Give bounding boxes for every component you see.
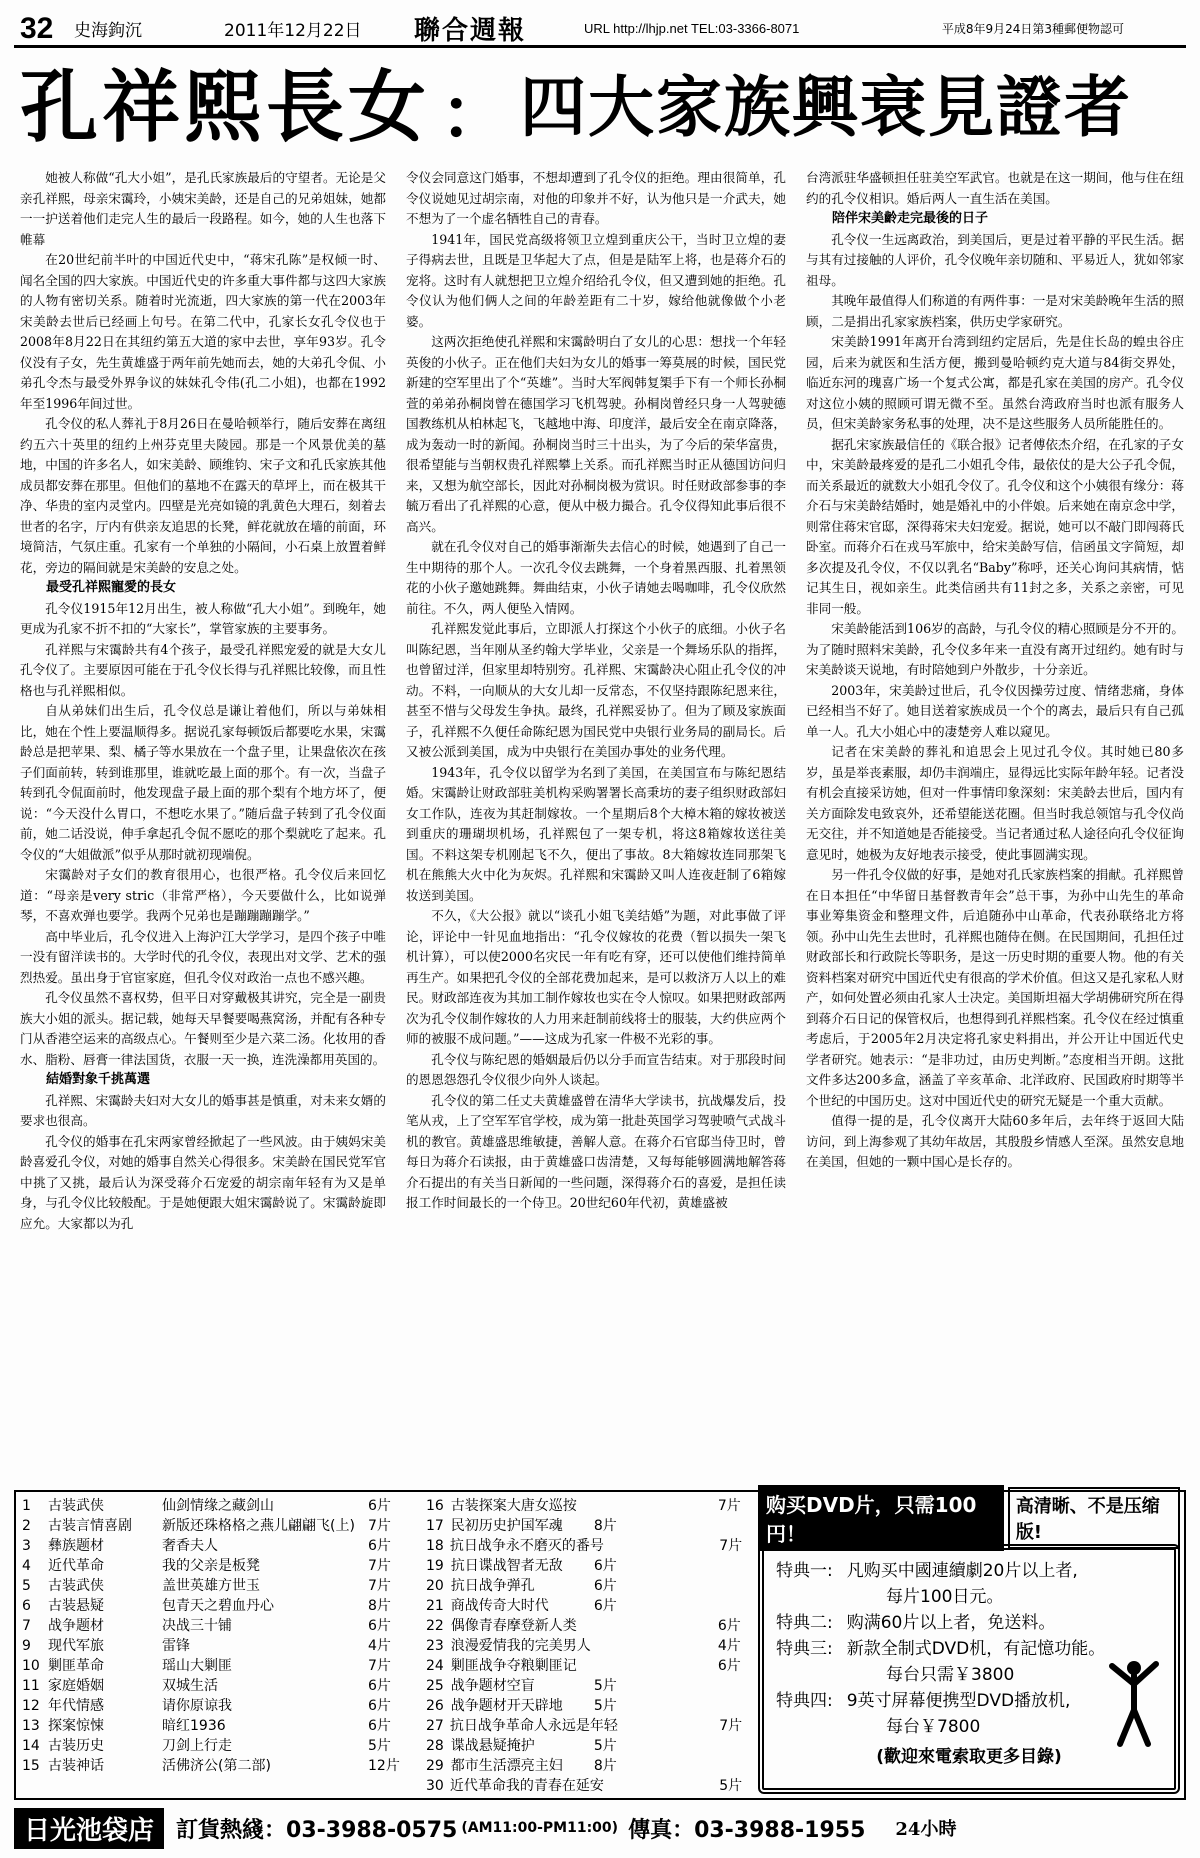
drama-list-item <box>426 1496 756 1516</box>
drama-genre: 家庭婚姻 <box>48 1678 104 1694</box>
drama-genre: 偶像青春摩登新人类 <box>450 1618 577 1634</box>
shop-name: 日光池袋店 <box>14 1808 164 1849</box>
drama-list-item <box>22 1716 414 1736</box>
drama-genre: 近代革命我的青春在延安 <box>449 1778 604 1794</box>
drama-number: 7 <box>22 1618 31 1634</box>
paragraph: 孔令仪的私人葬礼于8月26日在曼哈顿举行，随后安葬在离纽约五六十英里的纽约上州芬克里夫陵园。那是一个风景优美的墓地，中国的许多名人，如宋美龄、顾维钧、宋子文和孔氏家族其他成员都安葬在那里。但他们的墓地不在露天的草坪上，而在极其干净、华贵的室内灵堂内。四壁是光亮如镜的乳黄色大理石，刻着去世者的名字，厅内有供亲友追思的长凳，鲜花就放在墙的前面，环境简洁，气氛庄重。孔家有一个单独的小隔间，小石桌上放置着鲜花，旁边的隔间就是宋美龄的安息之处。 <box>20 416 386 575</box>
drama-discs: 6片 <box>368 1498 391 1514</box>
paragraph: 1943年，孔令仪以留学为名到了美国，在美国宣布与陈纪恩结婚。宋霭龄让财政部驻美机构采购署署长高秉坊的妻子组织财政部妇女工作队，连夜为其赶制嫁妆。一个星期后8个大樟木箱的嫁妆被送到重庆的珊瑚坝机场，孔祥熙包了一架专机，将这8箱嫁妆送往美国。不料这架专机刚起飞不久，便出了事故。8大箱嫁妆连同那架飞机在熊熊大火中化为灰烬。孔祥熙和宋霭龄又叫人连夜赶制了6箱嫁妆送到美国。 <box>406 764 786 903</box>
drama-number: 27 <box>426 1718 444 1734</box>
quality-note: 高清晰、不是压缩版! <box>1008 1487 1180 1549</box>
drama-title: 我的父亲是板凳 <box>162 1558 260 1574</box>
drama-title: 5片 <box>593 1738 617 1754</box>
drama-genre: 谍战悬疑掩护 <box>450 1738 535 1754</box>
drama-genre: 民初历史护国军魂 <box>450 1518 563 1534</box>
paragraph: 她被人称做“孔大小姐”，是孔氏家族最后的守望者。无论是父亲孔祥熙，母亲宋霭玲，小姨宋美龄，还是自己的兄弟姐妹，她都一一护送着他们走完人生的最后一段路程。如今，她的人生也落下帷幕 <box>20 170 386 247</box>
drama-number: 30 <box>426 1778 444 1794</box>
drama-number: 3 <box>22 1538 31 1554</box>
drama-title: 奢香夫人 <box>162 1538 218 1554</box>
drama-number: 9 <box>22 1638 31 1654</box>
drama-list-item <box>22 1676 414 1696</box>
drama-list-item <box>426 1676 756 1696</box>
drama-list-right <box>426 1496 756 1796</box>
offer-label: 特典四: <box>776 1691 833 1711</box>
drama-discs: 6片 <box>717 1618 741 1634</box>
drama-genre: 古装探案大唐女巡按 <box>450 1498 577 1514</box>
drama-list-item <box>426 1516 756 1536</box>
page-number: 32 <box>20 11 54 45</box>
drama-discs: 6片 <box>368 1618 391 1634</box>
drama-number: 24 <box>426 1658 444 1674</box>
paragraph: 孔祥熙与宋霭龄共有4个孩子，最受孔祥熙宠爱的就是大女儿孔令仪了。主要原因可能在于孔令仪长得与孔祥熙比较像，而且性格也与孔祥熙相似。 <box>20 641 386 698</box>
paragraph: 孔祥熙、宋霭龄夫妇对大女儿的婚事甚是慎重，对未来女婿的要求也很高。 <box>20 1092 386 1128</box>
offer-text: 新款全制式DVD机，有記憶功能。 <box>846 1639 1106 1659</box>
headline <box>20 58 1180 158</box>
drama-discs <box>718 1736 756 1756</box>
drama-title: 包青天之碧血丹心 <box>162 1598 274 1614</box>
hours-24: 24小時 <box>895 1819 957 1840</box>
drama-list-item <box>22 1656 414 1676</box>
issue-date: 2011年12月22日 <box>224 21 362 41</box>
paragraph: 宋美龄能活到106岁的高龄，与孔令仪的精心照顾是分不开的。为了随时照料宋美龄，孔令仪多年来一直没有离开过纽约。她有时与宋美龄谈天说地，有时陪她到户外散步，十分亲近。 <box>806 621 1184 677</box>
drama-number: 22 <box>426 1618 444 1634</box>
dvd-offer-box <box>758 1493 1180 1794</box>
drama-list-item <box>22 1516 414 1536</box>
drama-title: 暗红1936 <box>162 1718 226 1734</box>
drama-genre: 抗日战争永不磨灭的番号 <box>449 1538 604 1554</box>
offer-text: 每台只需￥3800 <box>886 1665 1015 1685</box>
drama-discs: 8片 <box>368 1598 391 1614</box>
drama-genre: 古装武侠 <box>48 1498 104 1514</box>
drama-discs <box>718 1516 756 1536</box>
drama-number: 25 <box>426 1678 444 1694</box>
paragraph: 孔令仪与陈纪恩的婚姻最后仍以分手而宣告结束。对于那段时间的恩恩怨怨孔令仪很少向外人谈起。 <box>406 1051 786 1087</box>
drama-list-item <box>22 1536 414 1556</box>
article-column-1 <box>20 168 386 1480</box>
drama-number: 4 <box>22 1558 31 1574</box>
drama-discs: 7片 <box>368 1658 391 1674</box>
drama-genre: 古装历史 <box>48 1738 104 1754</box>
offer-line <box>776 1584 1162 1610</box>
drama-title: 双城生活 <box>162 1678 218 1694</box>
fax-number: 傳真：03-3988-1955 <box>628 1817 866 1843</box>
drama-genre: 剿匪革命 <box>48 1658 104 1674</box>
drama-number: 1 <box>22 1498 31 1514</box>
drama-list-item <box>426 1756 756 1776</box>
drama-number: 2 <box>22 1518 31 1534</box>
paragraph: 另一件孔令仪做的好事，是她对孔氏家族档案的捐献。孔祥熙曾在日本担任“中华留日基督教青年会”总干事，为孙中山先生的革命事业筹集资金和整理文件，后追随孙中山革命，代表孙联络北方将领。孙中山先生去世时，孔祥熙也随侍在侧。在民国期间，孔担任过财政部长和行政院长等职务，是这一历史时期的重要人物。他的有关资料档案对研究中国近代史有很高的学术价值。但这又是孔家私人财产，如何处置必须由孔家人士决定。美国斯坦福大学胡佛研究所在得到蒋介石日记的保管权后，也想得到孔祥熙档案。孔令仪在经过慎重考虑后，于2005年2月决定将孔家史料捐出，并公开让中国近代史学者研究。她表示：“是非功过，由历史判断。”态度相当开朗。这批文件多达200多盒，涵盖了辛亥革命、北洋政府、民国政府时期等半个世纪的中国历史。这对中国近代史的研究无疑是一个重大贡献。 <box>806 867 1184 1108</box>
newspaper-brand: 聯合週報 <box>414 16 527 46</box>
drama-title <box>594 1616 718 1636</box>
paragraph: 记者在宋美龄的葬礼和追思会上见过孔令仪。其时她已80多岁，虽是举丧素服，却仍丰润端庄，显得远比实际年龄年轻。记者没有机会直接采访她，但对一件事情印象深刻：宋美龄去世后，国内有关方面除发电致哀外，还希望能送花圈。但当时我总领馆与孔令仪尚无交往，并不知道她是否能接受。当记者通过私人途径向孔令仪征询意见时，她极为友好地表示接受，使此事圆满实现。 <box>806 744 1184 862</box>
drama-genre: 抗日战争弹孔 <box>450 1578 535 1594</box>
drama-genre: 古装神话 <box>48 1758 104 1774</box>
subheading: 陪伴宋美齡走完最後的日子 <box>832 211 989 226</box>
business-hours: (AM11:00-PM11:00) <box>461 1820 619 1836</box>
drama-discs: 6片 <box>368 1698 391 1714</box>
drama-number: 18 <box>426 1538 444 1554</box>
drama-number: 13 <box>22 1718 40 1734</box>
drama-discs <box>718 1596 756 1616</box>
drama-title <box>594 1496 718 1516</box>
paragraph: 台湾派驻华盛顿担任驻美空军武官。也就是在这一期间，他与住在纽约的孔令仪相识。婚后两人一直生活在美国。 <box>806 170 1184 206</box>
paragraph: 自从弟妹们出生后，孔令仪总是谦让着他们，所以与弟妹相比，她在个性上要温顺得多。据说孔家每顿饭后都要吃水果，宋霭龄总是把苹果、梨、橘子等水果放在一个盘子里，让果盘依次在孩子们面前转，转到谁那里，谁就吃最上面的那个。有一次，当盘子转到孔令侃面前时，他发现盘子最上面的那个梨有个地方坏了，便说：“今天没什么胃口，不想吃水果了。”随后盘子转到了孔令仪面前，她二话没说，伸手拿起孔令侃不愿吃的那个梨就吃了起来。孔令仪的“大姐做派”似乎从那时就初现端倪。 <box>20 703 386 862</box>
drama-discs: 6片 <box>368 1538 391 1554</box>
drama-genre: 浪漫爱情我的完美男人 <box>450 1638 591 1654</box>
offer-label: 特典一: <box>776 1561 833 1581</box>
postal-permit: 平成8年9月24日第3種郵便物認可 <box>941 22 1124 36</box>
drama-discs: 12片 <box>368 1758 400 1774</box>
paragraph: 孔祥熙发觉此事后，立即派人打探这个小伙子的底细。小伙子名叫陈纪恩，当年刚从圣约翰大学毕业，父亲是一个舞场乐队的指挥，也曾留过洋，但家里却特别穷。孔祥熙、宋霭龄决心阻止孔令仪的冲动。不料，一向顺从的大女儿却一反常态，不仅坚持跟陈纪恩来往，甚至不惜与父母发生争执。最终，孔祥熙妥协了。但为了顾及家族面子，孔祥熙不久便任命陈纪恩为国民党中央银行业务局的副局长。后又被公派到美国，成为中央银行在美国办事处的业务代理。 <box>406 621 786 759</box>
drama-genre: 商战传奇大时代 <box>450 1598 549 1614</box>
paragraph: 孔令仪的婚事在孔宋两家曾经掀起了一些风波。由于姨妈宋美龄喜爱孔令仪，对她的婚事自然关心得很多。宋美龄在国民党军官中挑了又挑，最后认为深受蒋介石宠爱的胡宗南年轻有为又是单身，与孔令仪比较般配。于是她便跟大姐宋霭龄说了。宋霭龄旋即应允。大家都以为孔 <box>20 1133 386 1231</box>
drama-number: 17 <box>426 1518 444 1534</box>
drama-number: 6 <box>22 1598 31 1614</box>
offer-line <box>776 1610 1162 1636</box>
drama-genre: 古装言情喜剧 <box>48 1518 132 1534</box>
drama-list-item <box>426 1776 756 1796</box>
paragraph: 据孔宋家族最信任的《联合报》记者傅依杰介绍，在孔家的子女中，宋美龄最疼爱的是孔二小姐孔令伟，最依仗的是大公子孔令侃，而关系最近的就数大小姐孔令仪了。孔令仪和这个小姨很有缘分：蒋介石与宋美龄结婚时，她是婚礼中的小伴娘。后来她在南京念中学，则常住蒋宋官邸，深得蒋宋夫妇宠爱。据说，她可以不敲门即闯蒋氏卧室。而蒋介石在戎马军旅中，给宋美龄写信，信函虽文字简短，却多次提及孔令仪，不仅以乳名“Baby”称呼，还关心询问其病情，惦记其生日，视如亲生。此类信函共有11封之多，关系之亲密，可见非同一般。 <box>806 436 1184 616</box>
drama-genre: 都市生活漂亮主妇 <box>450 1758 563 1774</box>
drama-genre: 彝族题材 <box>48 1538 104 1554</box>
paragraph: 这两次拒绝使孔祥熙和宋霭龄明白了女儿的心思：想找一个年轻英俊的小伙子。正在他们夫妇为女儿的婚事一筹莫展的时候，国民党新建的空军里出了个“英雄”。当时大军阀韩复榘手下有一个师长孙桐萱的弟弟孙桐岗曾在德国学习飞机驾驶。孙桐岗曾经只身一人驾驶德国教练机从柏林起飞，飞越地中海、印度洋，最后安全在南京降落，成为轰动一时的新闻。孙桐岗当时三十出头，为了今后的荣华富贵，很希望能与当朝权贵孔祥熙攀上关系。而孔祥熙当时正从德国访问归来，又想为航空部长，因此对孙桐岗极为赏识。时任财政部参事的李毓万看出了孔祥熙的心意，便从中极力撮合。孔令仪得知此事后很不高兴。 <box>406 334 786 534</box>
paragraph: 孔令仪的第二任丈夫黄雄盛曾在清华大学读书，抗战爆发后，投笔从戎，上了空军军官学校，成为第一批赴英国学习驾驶喷气式战斗机的教官。黄雄盛思维敏捷，善解人意。在蒋介石官邸当侍卫时，曾每日为蒋介石读报，由于黄雄盛口齿清楚，又每每能够圆满地解答蒋介石提出的有关当日新闻的一些问题，深得蒋介石的喜爱，是担任读报工作时间最长的一个侍卫。20世纪60年代初，黄雄盛被 <box>406 1092 786 1210</box>
drama-genre: 战争题材开天辟地 <box>450 1698 563 1714</box>
drama-genre: 探案惊悚 <box>48 1718 104 1734</box>
paragraph: 在20世纪前半叶的中国近代史中，“蒋宋孔陈”是权倾一时、闻名全国的四大家族。中国近代史的许多重大事件都与这四大家族的人物有密切关系。随着时光流逝，四大家族的第一代在2003年宋美龄去世后已经画上句号。在第二代中，孔家长女孔令仪也于2008年8月22日在其纽约第五大道的家中去世，享年93岁。孔令仪没有子女，先生黄雄盛于两年前先她而去，她的大弟孔令侃、小弟孔令杰与最受外界争议的妹妹孔令伟(孔二小姐)，也都在1992年至1996年间过世。 <box>20 252 386 411</box>
drama-list-item <box>426 1656 756 1676</box>
drama-list-item <box>22 1736 414 1756</box>
drama-title <box>600 1536 719 1556</box>
drama-title <box>594 1656 718 1676</box>
article-column-3 <box>806 168 1184 1480</box>
offer-line <box>776 1558 1162 1584</box>
drama-number: 15 <box>22 1758 40 1774</box>
drama-title: 刀剑上行走 <box>162 1738 232 1754</box>
paragraph: 不久，《大公报》就以“谈孔小姐飞美结婚”为题，对此事做了评论，评论中一针见血地指出：“孔令仪嫁妆的花费（暂以损失一架飞机计算），可以使2000名灾民一年有吃有穿，还可以使他们维持简单再生产。如果把孔令仪的全部花费加起来，是可以救济万人以上的难民。财政部连夜为其加工制作嫁妆也实在令人惊叹。如果把财政部两次为孔令仪制作嫁妆的人力用来赶制前线将士的服装，大约供应两个师的被服不成问题。”——这成为孔家一件极不光彩的事。 <box>406 908 786 1046</box>
drama-number: 5 <box>22 1578 31 1594</box>
dvd-price-badge: 购买DVD片，只需100円！ <box>758 1485 1004 1551</box>
drama-title: 活佛济公(第二部) <box>162 1758 271 1774</box>
drama-discs: 6片 <box>368 1718 391 1734</box>
offers-frame <box>758 1544 1180 1794</box>
subheading: 最受孔祥熙寵愛的長女 <box>46 580 177 595</box>
paragraph: 其晚年最值得人们称道的有两件事：一是对宋美龄晚年生活的照顾，二是捐出孔家家族档案，供历史学家研究。 <box>806 293 1184 329</box>
paragraph: 孔令仪虽然不喜权势，但平日对穿戴极其讲究，完全是一副贵族大小姐的派头。据记载，她每天早餐要喝燕窝汤，并配有各种专门从香港空运来的高级点心。午餐则至少是六菜二汤。化妆用的香水、脂粉、唇膏一律法国货，衣服一天一换，连洗澡都用英国的。 <box>20 990 386 1067</box>
drama-number: 29 <box>426 1758 444 1774</box>
paragraph: 2003年，宋美龄过世后，孔令仪因操劳过度、情绪悲痛，身体已经相当不好了。她目送着家族成员一个个的离去，最后只有自己孤单一人。孔大小姐心中的凄楚旁人难以窥见。 <box>806 682 1184 739</box>
drama-number: 16 <box>426 1498 444 1514</box>
drama-title: 8片 <box>593 1758 617 1774</box>
page-header <box>14 12 1186 48</box>
drama-title: 请你原谅我 <box>162 1698 232 1714</box>
drama-discs: 7片 <box>368 1558 391 1574</box>
drama-list-item <box>426 1716 756 1736</box>
drama-title <box>594 1636 718 1656</box>
drama-number: 26 <box>426 1698 444 1714</box>
paragraph: 孔令仪1915年12月出生，被人称做“孔大小姐”。到晚年，她更成为孔家不折不扣的“大家长”，掌管家族的主要事务。 <box>20 600 386 636</box>
drama-discs: 6片 <box>717 1658 741 1674</box>
drama-list-item <box>426 1736 756 1756</box>
offer-label: 特典二: <box>776 1613 833 1633</box>
paragraph: 就在孔令仪对自己的婚事渐渐失去信心的时候，她遇到了自己一生中期待的那个人。一次孔令仪去跳舞，一个身着黑西服、扎着黑领花的小伙子邀她跳舞。舞曲结束，小伙子请她去喝咖啡，孔令仪欣然前往。不久，两人便坠入情网。 <box>406 539 786 616</box>
offer-text: 每台￥7800 <box>886 1717 981 1737</box>
drama-genre: 古装悬疑 <box>48 1598 104 1614</box>
drama-list-item <box>426 1576 756 1596</box>
drama-list-item <box>426 1616 756 1636</box>
offer-text: 每片100日元。 <box>886 1587 1004 1607</box>
drama-list-item <box>22 1576 414 1596</box>
drama-list-item <box>426 1636 756 1656</box>
article-column-2 <box>406 168 786 1480</box>
offer-text: 9英寸屏幕便携型DVD播放机, <box>846 1691 1071 1711</box>
drama-genre: 战争题材空盲 <box>450 1678 535 1694</box>
drama-title <box>600 1776 719 1796</box>
drama-title: 仙剑情缘之藏剑山 <box>162 1498 274 1514</box>
drama-list-item <box>22 1556 414 1576</box>
catalog-call: (歡迎來電索取更多目錄) <box>876 1747 1062 1767</box>
shop-footer <box>14 1806 1186 1850</box>
drama-discs: 7片 <box>717 1498 741 1514</box>
drama-number: 20 <box>426 1578 444 1594</box>
drama-list-item <box>22 1696 414 1716</box>
drama-genre: 年代情感 <box>48 1698 104 1714</box>
drama-list-item <box>426 1596 756 1616</box>
drama-list-item <box>22 1596 414 1616</box>
drama-title: 5片 <box>593 1678 617 1694</box>
drama-number: 10 <box>22 1658 40 1674</box>
drama-title: 6片 <box>593 1598 617 1614</box>
paragraph: 宋霭龄对子女们的教育很用心，也很严格。孔令仪后来回忆道：“母亲是very stric（非常严格），今天要做什么，比如说弹琴，不喜欢弹也要学。我两个兄弟也是蹦蹦蹦蹦学。” <box>20 867 386 923</box>
column-name: 史海鉤沉 <box>74 21 142 41</box>
drama-discs: 7片 <box>368 1518 391 1534</box>
drama-list-item <box>426 1556 756 1576</box>
drama-list-item <box>22 1496 414 1516</box>
drama-list-item <box>426 1536 756 1556</box>
paragraph: 值得一提的是，孔令仪离开大陆60多年后，去年终于返回大陆访问，到上海参观了其幼年故居，其殷殷乡情感人至深。虽然安息地在美国，但她的一颗中国心是长存的。 <box>806 1113 1184 1169</box>
drama-discs: 7片 <box>368 1578 391 1594</box>
drama-number: 23 <box>426 1638 444 1654</box>
drama-title <box>600 1716 719 1736</box>
paragraph: 孔令仪一生远离政治，到美国后，更是过着平静的平民生活。据与其有过接触的人评价，孔令仪晚年亲切随和、平易近人，犹如邻家祖母。 <box>806 231 1184 288</box>
drama-number: 21 <box>426 1598 444 1614</box>
drama-discs: 6片 <box>368 1678 391 1694</box>
drama-list-item <box>22 1636 414 1656</box>
paragraph: 高中毕业后，孔令仪进入上海沪江大学学习，是四个孩子中唯一没有留洋读书的。大学时代的孔令仪，表现出对文学、艺术的强烈热爱。虽出身于官宦家庭，但孔令仪对政治一点也不感兴趣。 <box>20 928 386 985</box>
drama-discs: 5片 <box>719 1778 743 1794</box>
drama-discs <box>718 1696 756 1716</box>
drama-genre: 剿匪战争夺粮剿匪记 <box>450 1658 577 1674</box>
headline-main: 孔祥熙長女 <box>20 63 431 153</box>
drama-title: 6片 <box>593 1558 617 1574</box>
drama-title: 5片 <box>593 1698 617 1714</box>
drama-number: 11 <box>22 1678 40 1694</box>
drama-discs <box>718 1556 756 1576</box>
drama-title: 盖世英雄方世玉 <box>162 1578 260 1594</box>
drama-discs <box>718 1576 756 1596</box>
headline-separator: ： <box>440 72 511 155</box>
dvd-advertisement <box>14 1490 1186 1800</box>
drama-number: 28 <box>426 1738 444 1754</box>
drama-number: 12 <box>22 1698 40 1714</box>
drama-discs <box>718 1756 756 1776</box>
paragraph: 令仪会同意这门婚事，不想却遭到了孔令仪的拒绝。理由很简单，孔令仪说她见过胡宗南，对他的印象并不好，认为他只是一介武夫，她不想为了一个虚名牺牲自己的青春。 <box>406 170 786 226</box>
drama-genre: 近代革命 <box>48 1558 104 1574</box>
drama-discs: 4片 <box>368 1638 391 1654</box>
offer-text: 购满60片以上者，免送料。 <box>846 1613 1056 1633</box>
drama-title: 8片 <box>593 1518 617 1534</box>
drama-title: 雷锋 <box>162 1638 190 1654</box>
contact-url: URL http://lhjp.net TEL:03-3366-8071 <box>584 21 800 36</box>
drama-genre: 现代军旅 <box>48 1638 104 1654</box>
offer-label: 特典三: <box>776 1639 833 1659</box>
paragraph: 宋美龄1991年离开台湾到纽约定居后，先是住长岛的蝗虫谷庄园，后来为就医和生活方便，搬到曼哈顿约克大道与84街交界处，临近东河的瑰喜广场一个复式公寓，都是孔家在美国的房产。孔令仪对这位小姨的照顾可谓无微不至。虽然台湾政府当时也派有服务人员，但宋美龄家务私事的处理，决不是这些服务人员所能胜任的。 <box>806 334 1184 431</box>
drama-title: 瑶山大剿匪 <box>162 1658 232 1674</box>
drama-number: 19 <box>426 1558 444 1574</box>
drama-discs: 5片 <box>368 1738 391 1754</box>
drama-discs: 7片 <box>719 1538 743 1554</box>
drama-list-item <box>426 1696 756 1716</box>
drama-genre: 抗日战争革命人永远是年轻 <box>449 1718 618 1734</box>
drama-list-left <box>22 1496 414 1776</box>
drama-number: 14 <box>22 1738 40 1754</box>
drama-discs: 4片 <box>717 1638 741 1654</box>
drama-title: 6片 <box>593 1578 617 1594</box>
drama-genre: 战争题材 <box>48 1618 104 1634</box>
subheading: 結婚對象千挑萬選 <box>46 1072 151 1087</box>
drama-title: 新版还珠格格之燕儿翩翩飞(上) <box>162 1518 355 1534</box>
headline-sub: 四大家族興衰見證者 <box>520 69 1133 146</box>
drama-list-item <box>22 1616 414 1636</box>
drama-genre: 古装武侠 <box>48 1578 104 1594</box>
dancer-silhouette-icon <box>1104 1658 1164 1748</box>
drama-title: 决战三十铺 <box>162 1618 232 1634</box>
paragraph: 1941年，国民党高级将领卫立煌到重庆公干，当时卫立煌的妻子得病去世，且既是卫华起大了点，但是是陆军上将，也是蒋介石的宠将。这时有人就想把卫立煌介绍给孔令仪，但又遭到她的拒绝。孔令仪认为他们俩人之间的年龄差距有二十岁，嫁给他就像做个小老婆。 <box>406 231 786 329</box>
drama-list-item <box>22 1756 414 1776</box>
order-hotline: 訂貨熱綫：03-3988-0575 <box>176 1817 458 1843</box>
drama-discs: 7片 <box>719 1718 743 1734</box>
drama-discs <box>718 1676 756 1696</box>
offer-text: 凡购买中國連續劇20片以上者, <box>846 1561 1078 1581</box>
drama-genre: 抗日谍战智者无敌 <box>450 1558 563 1574</box>
